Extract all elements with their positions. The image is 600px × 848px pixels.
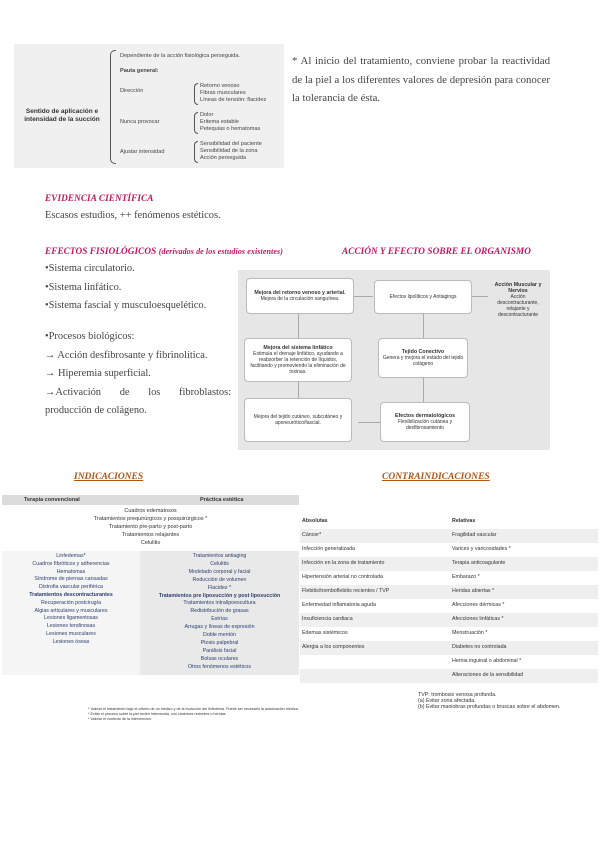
relative-cell: Fragilidad vascular bbox=[452, 532, 497, 538]
list-item: Reducción de volumen bbox=[192, 576, 247, 583]
relative-cell: Alteraciones de la sensibilidad bbox=[452, 672, 524, 678]
table-row bbox=[300, 585, 598, 599]
diagram-edge bbox=[298, 382, 299, 398]
shared-indication: Tratamiento pre-parto y post-parto bbox=[108, 524, 193, 530]
indications-table bbox=[2, 495, 299, 727]
list-item: Doble mentón bbox=[203, 632, 236, 639]
list-item: → Acción desfibrosante y fibrinolítica. bbox=[45, 349, 208, 361]
table-row bbox=[300, 613, 598, 627]
list-item: Lesiones ligamentosas bbox=[44, 615, 98, 622]
list-item: Estrías bbox=[211, 616, 228, 623]
list-item: Flacidez * bbox=[207, 584, 232, 591]
evidence-title: EVIDENCIA CIENTÍFICA bbox=[45, 193, 154, 203]
list-item: Celulitis bbox=[210, 560, 229, 567]
table-row bbox=[300, 627, 598, 641]
group-brace bbox=[194, 141, 198, 163]
node-muscular bbox=[488, 280, 548, 320]
group-item: Dolor bbox=[200, 112, 214, 118]
list-item: Algias articulares y musculares bbox=[34, 607, 108, 614]
group-brace bbox=[194, 83, 198, 105]
absolute-cell: Infección en la zona de tratamiento bbox=[302, 560, 385, 566]
node-lipolytic bbox=[374, 280, 472, 314]
relative-cell: Diabetes no controlada bbox=[452, 644, 507, 650]
node-title: Mejora del sistema linfático bbox=[263, 345, 333, 351]
relative-cell: Varices y varicosidades * bbox=[452, 546, 511, 552]
absolute-cell: Insuficiencia cardiaca bbox=[302, 616, 353, 622]
list-item: Bolsas oculares bbox=[200, 655, 239, 662]
shared-indication: Tratamientos relajantes bbox=[121, 532, 180, 538]
table-row bbox=[300, 571, 598, 585]
relative-cell: Afecciones linfáticas * bbox=[452, 616, 504, 622]
node-dermatological bbox=[380, 402, 470, 442]
group-item: Líneas de tensión: flacidez bbox=[200, 97, 267, 103]
effects-title-main: EFECTOS FISIOLÓGICOS bbox=[45, 246, 157, 256]
reactivity-note: * Al inicio del tratamiento, conviene probar la reactividad de la piel a los diferentes valores de depresión para conocer la tolerancia de ésta. bbox=[292, 55, 550, 104]
column-header: Relativas bbox=[452, 518, 476, 524]
column-header: Terapia convencional bbox=[2, 495, 150, 505]
footnote: TVP: trombosis venosa profunda. bbox=[418, 692, 497, 698]
table-row bbox=[300, 557, 598, 571]
table-row bbox=[300, 669, 598, 683]
list-item: Redistribución de grasas bbox=[190, 608, 249, 615]
relative-cell: Afecciones dérmicas * bbox=[452, 602, 505, 608]
list-item: Tratamientos antiaging bbox=[192, 553, 247, 559]
list-item: Tratamientos intralipoescultura bbox=[183, 600, 256, 607]
list-item: Ptosis palpebral bbox=[200, 639, 239, 646]
table-row bbox=[300, 599, 598, 613]
group-item: Petequias o hematomas bbox=[200, 126, 261, 132]
group-item: Retorno venoso bbox=[200, 83, 240, 89]
indications-title: INDICACIONES bbox=[74, 472, 144, 482]
effects-processes-list bbox=[45, 328, 231, 421]
table-row bbox=[300, 655, 598, 669]
relative-cell: Hernia inguinal o abdominal * bbox=[452, 658, 522, 664]
node-text: Flexibilización cutánea y desfibrosamiento bbox=[397, 419, 453, 431]
relative-cell: Heridas abiertas * bbox=[452, 588, 495, 594]
list-item: Tratamientos descontracturantes bbox=[29, 591, 113, 598]
list-item: Distrofia vascular periférica bbox=[39, 584, 103, 591]
group-name: Nunca provocar bbox=[120, 119, 160, 125]
dependent-text: Dependiente de la acción fisiológica perseguida. bbox=[120, 53, 241, 59]
column-header: Absolutas bbox=[302, 518, 328, 524]
group-item: Acción perseguida bbox=[200, 155, 247, 161]
group-item: Sensibilidad del paciente bbox=[200, 141, 262, 147]
shared-indication: Cuadros edematosos bbox=[124, 508, 177, 514]
relative-cell: Menstruación * bbox=[452, 630, 488, 636]
action-effect-diagram bbox=[238, 270, 550, 450]
aesthetic-list bbox=[140, 553, 299, 672]
diagram-edge bbox=[423, 378, 424, 402]
list-item: Arrugas y líneas de expresión bbox=[184, 624, 255, 631]
list-item: Linfedemas* bbox=[56, 553, 86, 559]
list-item: Lesiones tendinosas bbox=[46, 623, 96, 630]
list-item: •Sistema linfático. bbox=[45, 281, 122, 293]
absolute-cell: Alergia a los componentes bbox=[302, 644, 365, 650]
group-brace bbox=[194, 112, 198, 134]
list-item: →Activación de los fibroblastos: producción de colágeno. bbox=[45, 386, 231, 416]
group-item: Fibras musculares bbox=[200, 90, 246, 96]
list-item: Parálisis facial bbox=[202, 647, 237, 654]
action-title: ACCIÓN Y EFECTO SOBRE EL ORGANISMO bbox=[342, 246, 531, 256]
list-item: Síndrome de piernas cansadas bbox=[34, 576, 108, 583]
effects-title bbox=[45, 246, 283, 256]
node-title: Efectos dermatológicos bbox=[394, 413, 456, 419]
evidence-text: Escasos estudios, ++ fenómenos estéticos. bbox=[45, 210, 221, 221]
diagram-root-label: Sentido de aplicación e intensidad de la succión bbox=[24, 108, 100, 123]
diagram-edge bbox=[298, 314, 299, 338]
node-title: Mejora del retorno venoso y arterial. bbox=[254, 290, 346, 296]
node-title: Tejido Conectivo bbox=[401, 349, 445, 355]
footnote: * Valorar el tratamiento bajo el criterio de un médico y de la evolución del linfedema. Puede ser necesario la autorización médica. bbox=[88, 707, 299, 711]
diagram-edge bbox=[358, 422, 380, 423]
group-name: Ajustar intensidad bbox=[120, 149, 165, 155]
node-skin-tissue bbox=[244, 398, 352, 442]
absolute-cell: Edemas sistémicos bbox=[302, 630, 348, 636]
footnote: (b) Evitar maniobras profundas o bruscas sobre el abdomen. bbox=[418, 704, 561, 710]
list-item: Recuperación postcirugía bbox=[40, 599, 102, 606]
list-item: Tratamientos pre liposucción y post liposucción bbox=[158, 592, 281, 599]
node-connective bbox=[378, 338, 468, 378]
effects-systems-list bbox=[45, 260, 235, 316]
list-item: Hematomas bbox=[56, 568, 86, 575]
node-title: Efectos lipolíticos y Antiagings bbox=[389, 294, 457, 300]
list-item: Cuadros fibróticos y adherencias bbox=[32, 560, 110, 567]
footnote: (a) Evitar zona afectada. bbox=[418, 698, 476, 704]
group-name: Dirección bbox=[120, 88, 144, 94]
list-item: Lesiones musculares bbox=[46, 630, 96, 637]
diagram-edge bbox=[353, 296, 373, 297]
list-item: → Hiperemia superficial. bbox=[45, 368, 151, 379]
list-item: •Sistema circulatorio. bbox=[45, 263, 135, 274]
list-item: •Sistema fascial y musculoesquelético. bbox=[45, 300, 207, 311]
list-item: Modelado corporal y facial bbox=[188, 568, 251, 575]
footnote: * Evitar el proceso sobre la piel recién intervenida, con cicatrices recientes o heridas. bbox=[88, 712, 227, 716]
shared-indication: Tratamientos prequirúrgicos y posquirúrgicos * bbox=[93, 516, 208, 522]
relative-cell: Terapia anticoagulante bbox=[452, 560, 506, 566]
general-guideline-title: Pauta general: bbox=[120, 68, 159, 74]
contraindications-table bbox=[300, 515, 598, 727]
footnote: * Valorar el contexto de la intervención. bbox=[88, 717, 152, 721]
absolute-cell: Enfermedad inflamatoria aguda bbox=[302, 602, 376, 608]
node-title: Mejora del tejido cutáneo, subcutáneo y aponeurótico/fascial. bbox=[253, 414, 343, 426]
node-text: Acción descontracturante, relajante y descontracturante bbox=[497, 294, 539, 318]
node-text: Mejora de la circulación sanguínea. bbox=[260, 296, 340, 302]
node-text: Genera y mejora el estado del tejido colágeno bbox=[382, 355, 464, 367]
absolute-cell: Flebitis/tromboflebitis recientes / TVP bbox=[302, 588, 390, 594]
column-header: Práctica estética bbox=[150, 495, 299, 505]
shared-indication: Celulitis bbox=[140, 540, 161, 546]
table-row bbox=[300, 529, 598, 543]
relative-cell: Embarazo * bbox=[452, 574, 480, 580]
conventional-list bbox=[2, 553, 140, 647]
effects-subtitle: (derivados de los estudios existentes) bbox=[158, 247, 283, 256]
node-lymphatic bbox=[244, 338, 352, 382]
application-sense-diagram bbox=[14, 44, 284, 168]
node-text: Estimula el drenaje linfático, ayudando a reabsorber la retención de líquidos, facilitando y promoviendo la eliminación de toxinas. bbox=[250, 351, 346, 375]
contraindications-title: CONTRAINDICACIONES bbox=[382, 472, 490, 482]
list-item: Lesiones óseas bbox=[52, 638, 90, 645]
table-header-row bbox=[300, 515, 598, 529]
table-row bbox=[300, 543, 598, 557]
diagram-edge bbox=[423, 314, 424, 338]
absolute-cell: Cáncer* bbox=[302, 532, 322, 538]
list-item: Otros fenómenos estéticos bbox=[187, 663, 251, 670]
diagram-edge bbox=[472, 296, 488, 297]
absolute-cell: Hipertensión arterial no controlada bbox=[302, 574, 383, 580]
node-title: Acción Muscular y Nervios bbox=[494, 282, 542, 294]
group-item: Eritema estable bbox=[200, 119, 239, 125]
table-row bbox=[300, 641, 598, 655]
absolute-cell: Infección generalizada bbox=[302, 546, 356, 552]
node-circulation bbox=[246, 278, 354, 314]
group-item: Sensibilidad de la zona bbox=[200, 148, 258, 154]
main-brace bbox=[110, 50, 116, 164]
list-item: •Procesos biológicos: bbox=[45, 331, 135, 342]
